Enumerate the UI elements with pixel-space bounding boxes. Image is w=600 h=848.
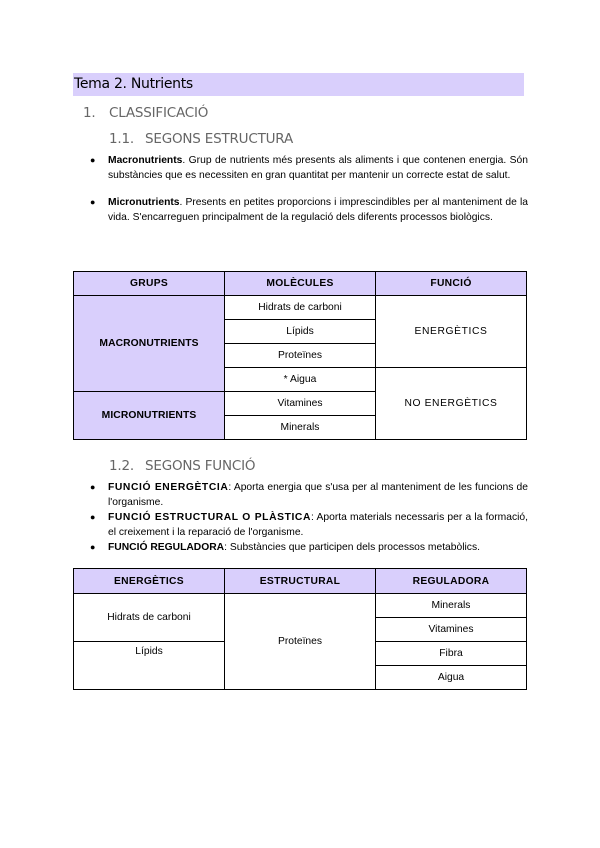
- molecule-cell: Hidrats de carboni: [225, 296, 376, 320]
- bullet-text: . Grup de nutrients més presents als aliments i que contenen energia. Són substàncies que es necessiten en gran quantitat per mantenir un correcte estat de salut.: [108, 155, 528, 181]
- table-header-energetics: ENERGÈTICS: [74, 569, 225, 594]
- bullet-dot-icon: ●: [90, 482, 96, 492]
- page-title: Tema 2. Nutrients: [73, 73, 524, 96]
- function-energetics: ENERGÈTICS: [376, 296, 527, 368]
- table-header-grups: GRUPS: [74, 272, 225, 296]
- bullet-dot-icon: ●: [90, 542, 96, 552]
- molecule-cell: Lípids: [225, 320, 376, 344]
- bullet-text: : Substàncies que participen dels processos metabòlics.: [224, 542, 480, 553]
- molecule-cell: * Aigua: [225, 368, 376, 392]
- classification-table-structure: [73, 271, 527, 440]
- bullet-term: Macronutrients: [108, 155, 183, 166]
- energetic-cell: Lípids: [74, 642, 225, 690]
- subsection-heading-estructura: [109, 131, 293, 147]
- bullet-dot-icon: ●: [90, 512, 96, 522]
- molecule-cell: Minerals: [225, 416, 376, 440]
- classification-table-function: [73, 568, 527, 690]
- table-header-reguladora: REGULADORA: [376, 569, 527, 594]
- bullet-dot-icon: ●: [90, 197, 96, 207]
- bullet-funcio-energetica: [88, 480, 528, 510]
- bullet-list-funcio: [88, 480, 528, 555]
- table-header-estructural: ESTRUCTURAL: [225, 569, 376, 594]
- table-header-funcio: FUNCIÓ: [376, 272, 527, 296]
- bullet-term: FUNCIÓ ESTRUCTURAL O PLÀSTICA: [108, 512, 311, 523]
- molecule-cell: Vitamines: [225, 392, 376, 416]
- bullet-text: . Presents en petites proporcions i imprescindibles per al manteniment de la vida. S'encarreguen principalment de la regulació dels diferents processos biològics.: [108, 197, 528, 223]
- bullet-term: FUNCIÓ REGULADORA: [108, 542, 225, 553]
- regulatory-cell: Vitamines: [376, 618, 527, 642]
- structural-cell: Proteïnes: [225, 594, 376, 690]
- bullet-term: FUNCIÓ ENERGÈTCIA: [108, 482, 229, 493]
- bullet-text: : Aporta energia que s'usa per al manteniment de les funcions de l'organisme.: [108, 482, 528, 508]
- bullet-text: : Aporta materials necessaris per a la formació, el creixement i la reparació de l'organisme.: [108, 512, 528, 538]
- function-no-energetics: NO ENERGÈTICS: [376, 368, 527, 440]
- table-header-molecules: MOLÈCULES: [225, 272, 376, 296]
- subsection-number: 1.1.: [109, 131, 134, 147]
- bullet-term: Micronutrients: [108, 197, 180, 208]
- section-heading-classificacio: [83, 105, 208, 121]
- energetic-cell: Hidrats de carboni: [74, 594, 225, 642]
- group-micronutrients: MICRONUTRIENTS: [74, 392, 225, 440]
- section-number: 1.: [83, 105, 96, 121]
- subsection-label: SEGONS FUNCIÓ: [145, 458, 256, 474]
- regulatory-cell: Aigua: [376, 666, 527, 690]
- subsection-heading-funcio: [109, 458, 255, 474]
- bullet-funcio-estructural: [88, 510, 528, 540]
- subsection-label: SEGONS ESTRUCTURA: [145, 131, 293, 147]
- bullet-funcio-reguladora: [88, 540, 528, 555]
- group-macronutrients: MACRONUTRIENTS: [74, 296, 225, 392]
- molecule-cell: Proteïnes: [225, 344, 376, 368]
- bullet-list-estructura: [88, 153, 528, 225]
- subsection-number: 1.2.: [109, 458, 134, 474]
- regulatory-cell: Fibra: [376, 642, 527, 666]
- bullet-macronutrients: [88, 153, 528, 183]
- bullet-dot-icon: ●: [90, 155, 96, 165]
- regulatory-cell: Minerals: [376, 594, 527, 618]
- bullet-micronutrients: [88, 195, 528, 225]
- section-label: CLASSIFICACIÓ: [109, 105, 209, 121]
